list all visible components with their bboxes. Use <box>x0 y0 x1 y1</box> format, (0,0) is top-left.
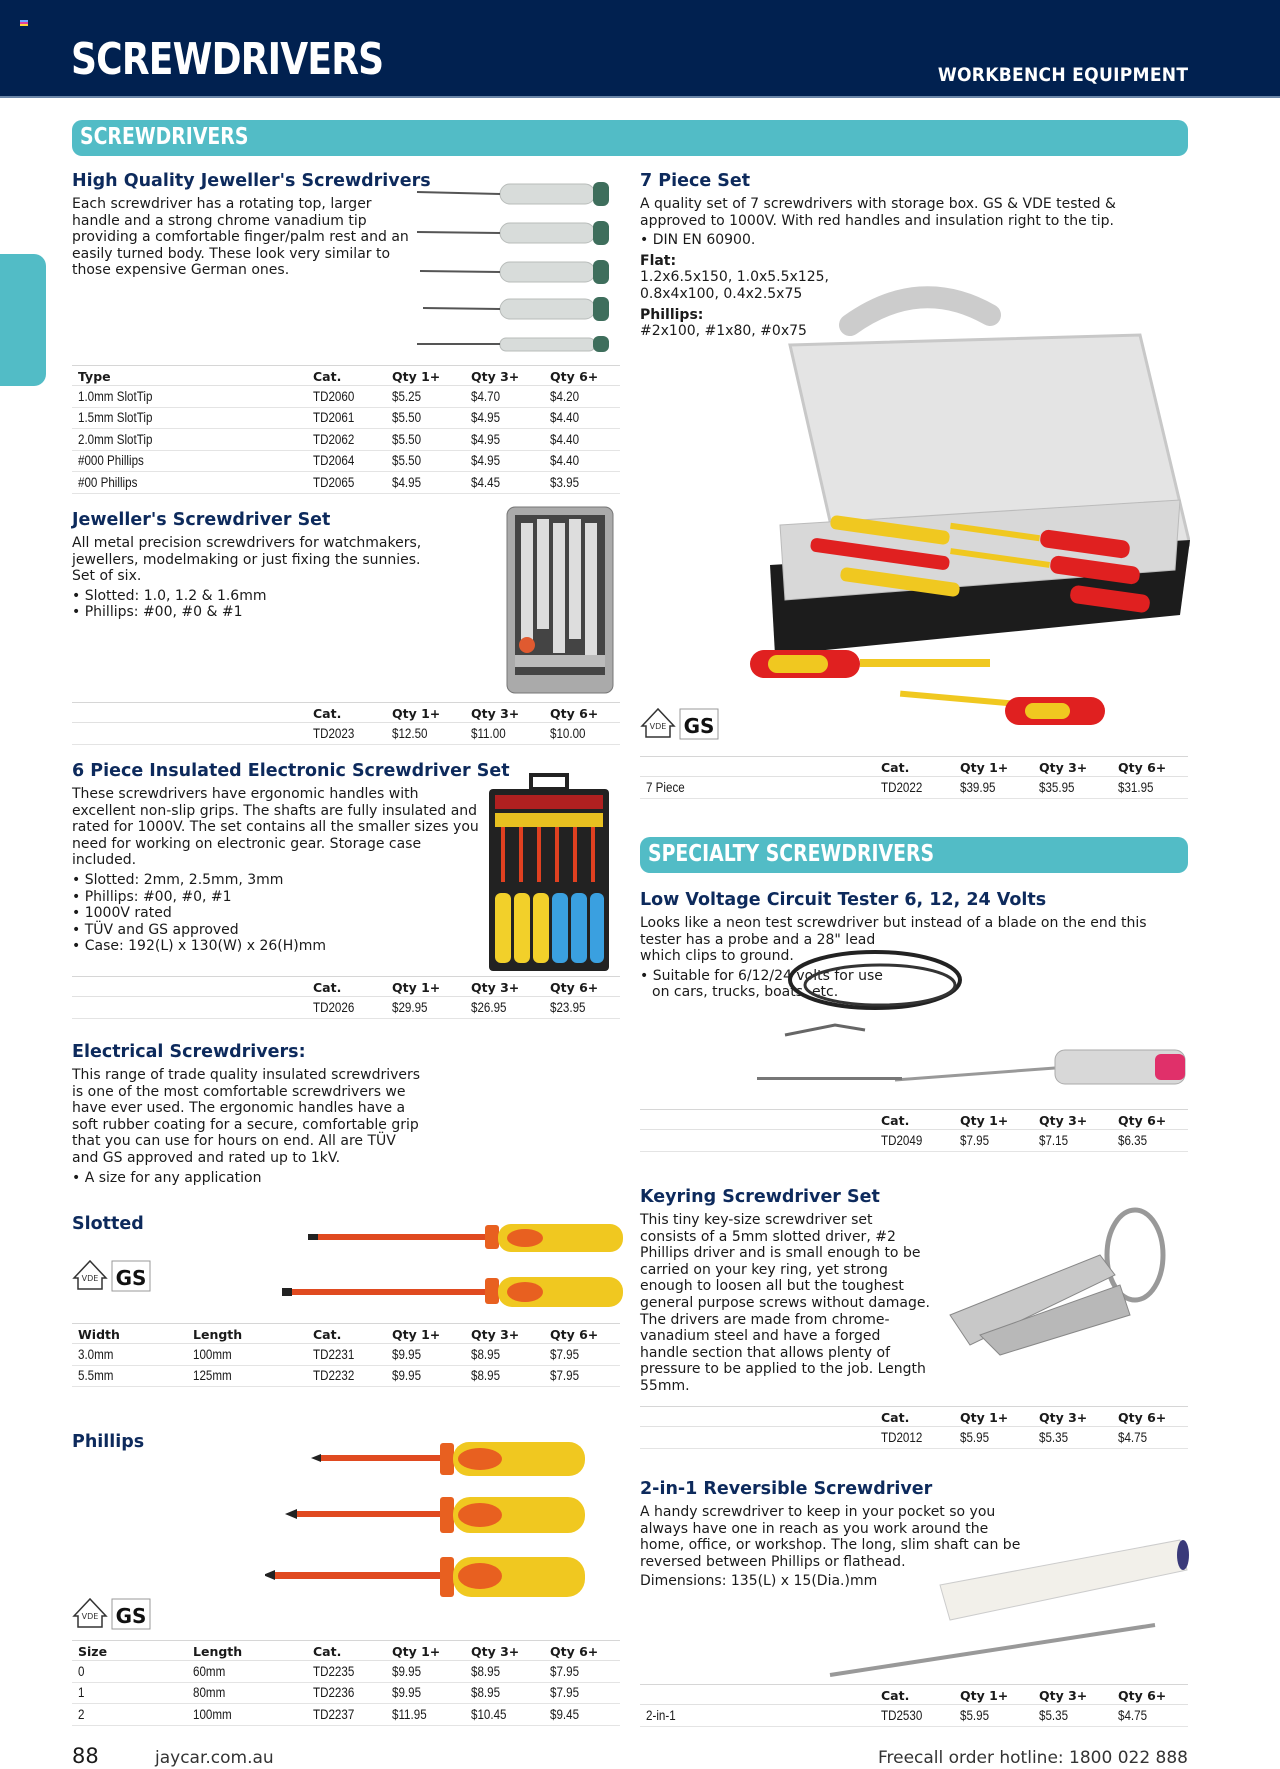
table-row: 2.0mm SlotTip TD2062 $5.50 $4.95 $4.40 <box>72 429 620 451</box>
phillips-screwdrivers-image <box>265 1435 625 1615</box>
table-row: 7 Piece TD2022 $39.95 $35.95 $31.95 <box>640 777 1188 799</box>
description-text: This tiny key-size screwdriver set consists of a 5mm slotted driver, #2 Phillips driver and is small enough to be carried on your key ring, yet strong enough to loosen all but the toughest general purpose screws without damage. The drivers are made from chrome-vanadium steel and have a forged handle section that allows plenty of pressure to be applied to the job. Length 55mm. <box>640 1212 930 1394</box>
section-banner-specialty <box>640 837 1188 873</box>
col-qty6: Qty 6+ <box>1112 1407 1188 1427</box>
col-qty3: Qty 3+ <box>1033 1407 1112 1427</box>
price-table-insulated-set <box>72 976 620 1019</box>
table-row: 1 80mm TD2236 $9.95 $8.95 $7.95 <box>72 1682 620 1704</box>
circuit-tester-image <box>755 940 1190 1100</box>
table-row: 5.5mm 125mm TD2232 $9.95 $8.95 $7.95 <box>72 1365 620 1387</box>
col-blank <box>72 703 307 723</box>
description-text: Each screwdriver has a rotating top, larger handle and a strong chrome vanadium tip providing a comfortable finger/palm rest and an easily turned body. These look very similar to those expensive German ones. <box>72 196 409 279</box>
table-row: 1.5mm SlotTip TD2061 $5.50 $4.95 $4.40 <box>72 407 620 429</box>
col-cat: Cat. <box>875 1685 954 1705</box>
banner-title: SPECIALTY SCREWDRIVERS <box>648 841 935 867</box>
bullet-item: • A size for any application <box>72 1169 262 1186</box>
col-cat: Cat. <box>307 977 386 997</box>
section-category: WORKBENCH EQUIPMENT <box>937 64 1188 86</box>
col-qty3: Qty 3+ <box>465 366 544 386</box>
page-title: SCREWDRIVERS <box>71 34 384 85</box>
product-description <box>72 1067 422 1186</box>
col-cat: Cat. <box>875 1110 954 1130</box>
bullet-item: • Slotted: 2mm, 2.5mm, 3mm <box>72 871 284 888</box>
product-title-7-piece: 7 Piece Set <box>640 171 751 191</box>
slotted-screwdrivers-image <box>280 1222 625 1317</box>
col-qty3: Qty 3+ <box>1033 757 1112 777</box>
table-row: TD2049 $7.95 $7.15 $6.35 <box>640 1130 1188 1152</box>
col-qty6: Qty 6+ <box>1112 1685 1188 1705</box>
bullet-item: • DIN EN 60900. <box>640 232 756 249</box>
price-table-reversible <box>640 1684 1188 1727</box>
col-qty3: Qty 3+ <box>465 1641 544 1661</box>
subtitle-phillips: Phillips <box>72 1432 145 1452</box>
col-cat: Cat. <box>307 1641 386 1661</box>
section-banner-screwdrivers <box>72 120 1188 156</box>
col-qty3: Qty 3+ <box>1033 1685 1112 1705</box>
flat-sizes: 0.8x4x100, 0.4x2.5x75 <box>640 285 803 302</box>
product-description <box>640 1212 932 1395</box>
table-row: 1.0mm SlotTip TD2060 $5.25 $4.70 $4.20 <box>72 386 620 408</box>
col-qty1: Qty 1+ <box>386 977 465 997</box>
vde-gs-certification-icon <box>640 706 722 740</box>
col-blank <box>640 1407 875 1427</box>
dimensions-text: Dimensions: 135(L) x 15(Dia.)mm <box>640 1573 878 1590</box>
col-cat: Cat. <box>307 1324 386 1344</box>
col-qty6: Qty 6+ <box>544 1641 620 1661</box>
svg-text:GS: GS <box>115 1266 147 1290</box>
col-qty3: Qty 3+ <box>465 703 544 723</box>
table-row: 2 100mm TD2237 $11.95 $10.45 $9.45 <box>72 1704 620 1726</box>
flat-label: Flat: <box>640 252 677 269</box>
product-title-reversible: 2-in-1 Reversible Screwdriver <box>640 1479 933 1499</box>
product-title-keyring: Keyring Screwdriver Set <box>640 1187 880 1207</box>
side-tab <box>0 254 46 386</box>
jeweller-set-case-image <box>505 505 617 695</box>
price-table-circuit-tester <box>640 1109 1188 1152</box>
col-qty6: Qty 6+ <box>544 366 620 386</box>
bullet-item: • Suitable for 6/12/24 volts for use on cars, trucks, boats, etc. <box>640 967 883 1001</box>
col-qty1: Qty 1+ <box>954 1685 1033 1705</box>
price-table-hq-jeweller <box>72 365 620 494</box>
bullet-item: • 1000V rated <box>72 905 172 922</box>
col-qty6: Qty 6+ <box>544 703 620 723</box>
bullet-item: • Phillips: #00, #0 & #1 <box>72 604 243 621</box>
description-text: A quality set of 7 screwdrivers with storage box. GS & VDE tested & approved to 1000V. With red handles and insulation right to the tip. <box>640 196 1116 229</box>
banner-title: SCREWDRIVERS <box>80 124 249 150</box>
bullet-item: • TÜV and GS approved <box>72 921 239 938</box>
table-row: TD2012 $5.95 $5.35 $4.75 <box>640 1427 1188 1449</box>
price-table-7-piece <box>640 756 1188 799</box>
bullet-item: • Slotted: 1.0, 1.2 & 1.6mm <box>72 587 267 604</box>
table-row: 2-in-1 TD2530 $5.95 $5.35 $4.75 <box>640 1705 1188 1727</box>
col-blank <box>640 757 875 777</box>
col-qty6: Qty 6+ <box>1112 757 1188 777</box>
keyring-screwdriver-image <box>940 1205 1185 1360</box>
col-qty3: Qty 3+ <box>465 977 544 997</box>
insulated-set-case-image <box>487 773 611 973</box>
page-header <box>0 0 1280 98</box>
product-title-jeweller-set: Jeweller's Screwdriver Set <box>72 510 331 530</box>
website-link[interactable]: jaycar.com.au <box>155 1748 274 1768</box>
col-qty3: Qty 3+ <box>1033 1110 1112 1130</box>
col-type: Type <box>72 366 307 386</box>
description-text: A handy screwdriver to keep in your pocket so you always have one in reach as you work around the home, office, or workshop. The long, slim shaft can be reversed between Phillips or flathead. <box>640 1504 1021 1570</box>
svg-text:VDE: VDE <box>81 1612 99 1621</box>
col-cat: Cat. <box>307 703 386 723</box>
col-qty1: Qty 1+ <box>386 1324 465 1344</box>
col-qty6: Qty 6+ <box>544 1324 620 1344</box>
jeweller-screwdrivers-image <box>415 178 620 353</box>
description-text: These screwdrivers have ergonomic handles with excellent non-slip grips. The shafts are fully insulated and rated for 1000V. The set contains all the smaller sizes you need for working on electronic gear. Storage case included. <box>72 786 479 869</box>
description-text: tester has a probe and a 28" lead which clips to ground. <box>640 931 876 965</box>
col-blank <box>640 1685 875 1705</box>
table-row: TD2023 $12.50 $11.00 $10.00 <box>72 723 620 745</box>
phillips-label: Phillips: <box>640 306 704 323</box>
product-title-circuit-tester: Low Voltage Circuit Tester 6, 12, 24 Volts <box>640 890 1047 910</box>
svg-text:GS: GS <box>115 1604 147 1628</box>
col-qty1: Qty 1+ <box>954 757 1033 777</box>
vde-gs-certification-icon <box>72 1596 154 1630</box>
description-text: This range of trade quality insulated screwdrivers is one of the most comfortable screwdrivers we have ever used. The ergonomic handles have a soft rubber coating for a secure, comfortable grip that you can use for hours on end. All are TÜV and GS approved and rated up to 1kV. <box>72 1067 421 1166</box>
col-qty1: Qty 1+ <box>954 1407 1033 1427</box>
col-qty1: Qty 1+ <box>386 1641 465 1661</box>
col-qty6: Qty 6+ <box>544 977 620 997</box>
col-cat: Cat. <box>875 757 954 777</box>
col-qty1: Qty 1+ <box>954 1110 1033 1130</box>
col-blank <box>640 1110 875 1130</box>
product-description <box>72 786 482 955</box>
flat-sizes: 1.2x6.5x150, 1.0x5.5x125, <box>640 269 829 286</box>
order-hotline: Freecall order hotline: 1800 022 888 <box>877 1748 1188 1768</box>
col-size: Size <box>72 1641 187 1661</box>
col-width: Width <box>72 1324 187 1344</box>
table-row: #00 Phillips TD2065 $4.95 $4.45 $3.95 <box>72 472 620 494</box>
col-cat: Cat. <box>307 366 386 386</box>
price-table-slotted <box>72 1323 620 1387</box>
svg-text:GS: GS <box>683 714 715 738</box>
flag-icon <box>20 20 28 26</box>
page-number: 88 <box>72 1744 99 1768</box>
product-title-hq-jeweller: High Quality Jeweller's Screwdrivers <box>72 171 431 191</box>
7-piece-case-image <box>750 285 1190 725</box>
description-text: Looks like a neon test screwdriver but instead of a blade on the end this <box>640 915 1147 931</box>
col-qty6: Qty 6+ <box>1112 1110 1188 1130</box>
phillips-sizes: #2x100, #1x80, #0x75 <box>640 323 807 340</box>
col-qty1: Qty 1+ <box>386 366 465 386</box>
table-row: 0 60mm TD2235 $9.95 $8.95 $7.95 <box>72 1661 620 1683</box>
reversible-screwdriver-image <box>825 1530 1190 1680</box>
price-table-phillips <box>72 1640 620 1726</box>
product-title-insulated-set: 6 Piece Insulated Electronic Screwdriver Set <box>72 761 510 781</box>
col-cat: Cat. <box>875 1407 954 1427</box>
product-title-electrical: Electrical Screwdrivers: <box>72 1042 306 1062</box>
svg-text:VDE: VDE <box>649 722 667 731</box>
vde-gs-certification-icon <box>72 1258 154 1292</box>
col-qty1: Qty 1+ <box>386 703 465 723</box>
col-length: Length <box>187 1324 307 1344</box>
table-row: 3.0mm 100mm TD2231 $9.95 $8.95 $7.95 <box>72 1344 620 1366</box>
description-text: All metal precision screwdrivers for watchmakers, jewellers, modelmaking or just fixing the sunnies. Set of six. <box>72 535 422 585</box>
bullet-item: • Phillips: #00, #0, #1 <box>72 888 232 905</box>
price-table-jeweller-set <box>72 702 620 745</box>
table-row: #000 Phillips TD2064 $5.50 $4.95 $4.40 <box>72 450 620 472</box>
price-table-keyring <box>640 1406 1188 1449</box>
product-description <box>72 196 412 279</box>
col-blank <box>72 977 307 997</box>
subtitle-slotted: Slotted <box>72 1214 144 1234</box>
col-length: Length <box>187 1641 307 1661</box>
product-description <box>72 535 442 621</box>
bullet-item: • Case: 192(L) x 130(W) x 26(H)mm <box>72 938 326 955</box>
col-qty3: Qty 3+ <box>465 1324 544 1344</box>
svg-text:VDE: VDE <box>81 1274 99 1283</box>
table-row: TD2026 $29.95 $26.95 $23.95 <box>72 997 620 1019</box>
